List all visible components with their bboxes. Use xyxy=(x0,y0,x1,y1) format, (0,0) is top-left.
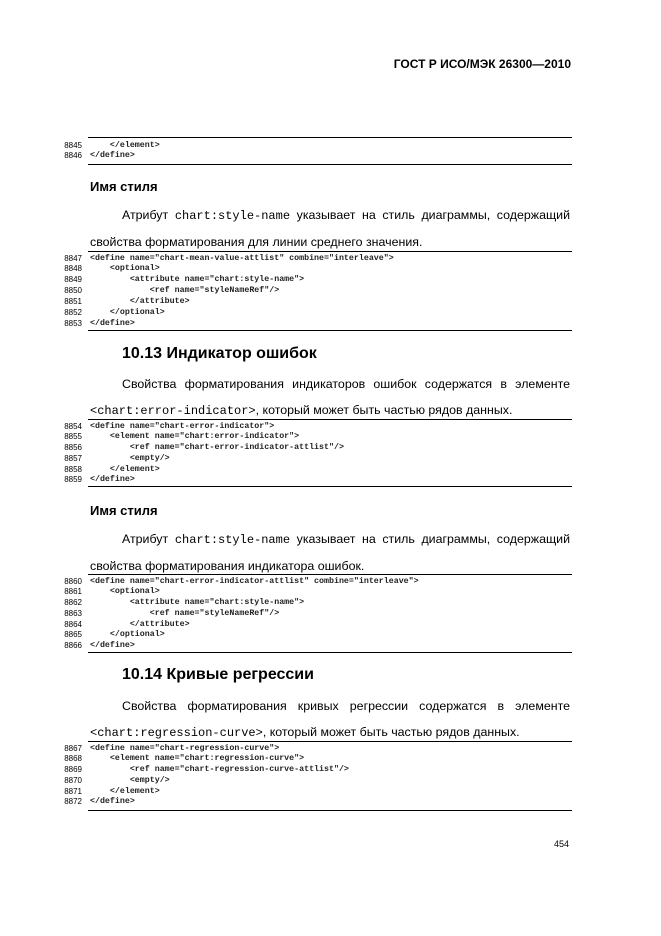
inline-code: <chart:error-indicator> xyxy=(90,404,256,418)
code-block: 8867 <define name="chart-regression-curve"> 8868 <element name="chart:regression-curve"> 8869 <ref name="chart-regression-curve-attlist"/> 8870 <empty/> 8871 </element> 8872 </define> xyxy=(52,741,572,811)
divider xyxy=(88,486,572,487)
divider xyxy=(88,419,572,420)
paragraph: Атрибут chart:style-name указывает на стиль диаграммы, содержащий свойства форматирования индикатора ошибок. xyxy=(90,532,570,573)
divider xyxy=(88,574,572,575)
code-block: 8860 <define name="chart-error-indicator-attlist" combine="interleave"> 8861 <optional> 8862 <attribute name="chart:style-name"> 8863 <ref name="styleNameRef"/> 8864 </attribute> 8865 </optional> 8866 </define> xyxy=(52,574,572,654)
code-text: </element> xyxy=(90,141,160,150)
divider xyxy=(88,251,572,252)
inline-code: chart:style-name xyxy=(174,533,291,547)
code-block xyxy=(52,137,572,165)
standard-header: ГОСТ Р ИСО/МЭК 26300—2010 xyxy=(393,57,571,71)
divider xyxy=(88,164,572,165)
page-number: 454 xyxy=(553,839,569,849)
paragraph: Атрибут chart:style-name указывает на стиль диаграммы, содержащий свойства форматирования для линии среднего значения. xyxy=(90,208,570,249)
divider xyxy=(88,330,572,331)
section-heading: Имя стиля xyxy=(90,179,158,194)
code-text: </define> xyxy=(90,151,135,160)
line-number: 8845 xyxy=(64,141,82,150)
divider xyxy=(88,137,572,138)
section-heading: Имя стиля xyxy=(90,503,158,518)
code-block: 8847 <define name="chart-mean-value-attlist" combine="interleave"> 8848 <optional> 8849 <attribute name="chart:style-name"> 8850 <ref name="styleNameRef"/> 8851 </attribute> 8852 </optional> 8853 </define> xyxy=(52,251,572,331)
line-number: 8846 xyxy=(64,151,82,160)
divider xyxy=(88,810,572,811)
code-block: 8854 <define name="chart-error-indicator"> 8855 <element name="chart:error-indicator"> 8856 <ref name="chart-error-indicator-attlist"/> 8857 <empty/> 8858 </element> 8859 </define> xyxy=(52,419,572,487)
section-heading: 10.14 Кривые регрессии xyxy=(122,666,314,683)
inline-code: <chart:regression-curve> xyxy=(90,726,263,740)
section-heading: 10.13 Индикатор ошибок xyxy=(122,345,317,362)
divider xyxy=(88,652,572,653)
paragraph: Свойства форматирования индикаторов ошибок содержатся в элементе <chart:error-indicator>, который может быть частью рядов данных. xyxy=(90,377,570,418)
inline-code: chart:style-name xyxy=(174,209,291,223)
paragraph: Свойства форматирования кривых регрессии содержатся в элементе <chart:regression-curve>, который может быть частью рядов данных. xyxy=(90,699,570,740)
divider xyxy=(88,741,572,742)
